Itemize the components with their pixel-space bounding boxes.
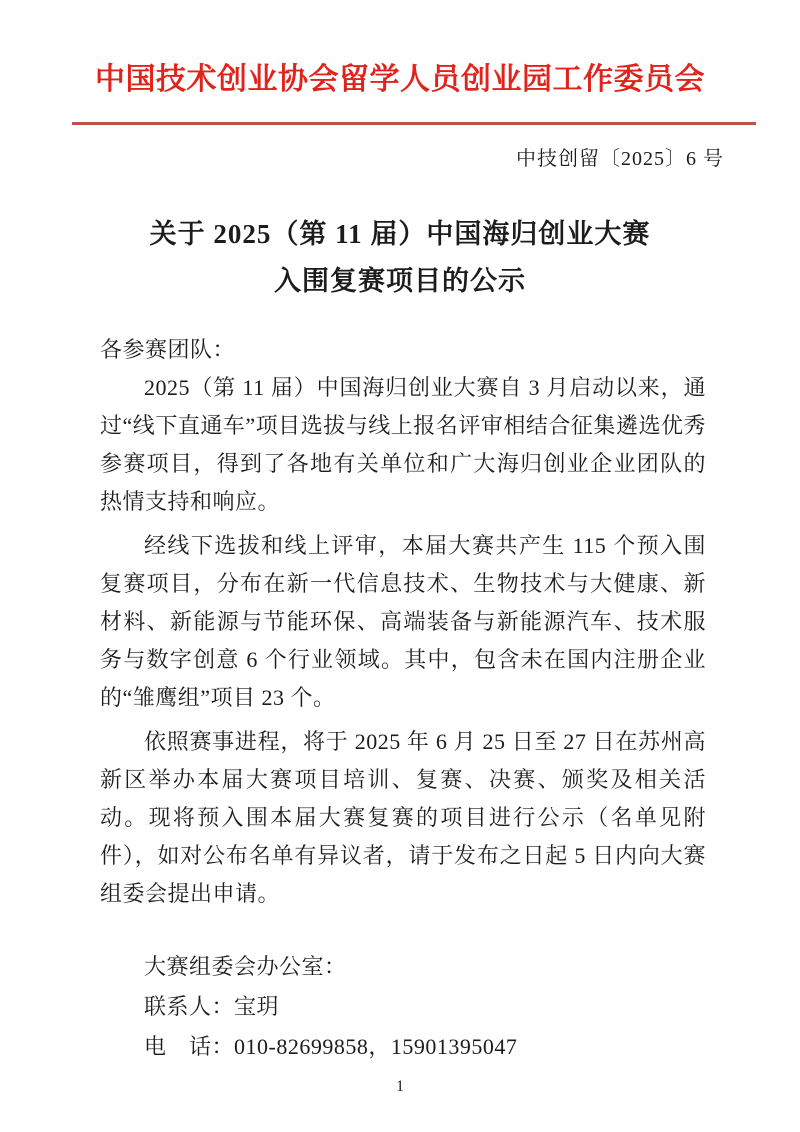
contact-block <box>144 947 706 1067</box>
salutation: 各参赛团队： <box>100 337 236 362</box>
contact-office: 大赛组委会办公室： <box>144 954 347 979</box>
doc-title-line-1: 关于 2025（第 11 届）中国海归创业大赛 <box>149 219 651 249</box>
body-paragraph: 2025（第 11 届）中国海归创业大赛自 3 月启动以来，通过“线下直通车”项目选拔与线上报名评审相结合征集遴选优秀参赛项目，得到了各地有关单位和广大海归创业企业团队的热情支持和响应。 <box>100 375 706 514</box>
org-header-title: 中国技术创业协会留学人员创业园工作委员会 <box>95 63 705 96</box>
red-divider <box>72 122 756 125</box>
document-body <box>100 331 706 913</box>
contact-person: 联系人：宝玥 <box>144 994 280 1019</box>
doc-title <box>80 211 720 305</box>
page-number: 1 <box>396 1078 404 1095</box>
doc-number: 中技创留〔2025〕6 号 <box>516 148 724 170</box>
contact-phone: 电 话：010-82699858，15901395047 <box>144 1034 518 1059</box>
body-paragraph: 依照赛事进程，将于 2025 年 6 月 25 日至 27 日在苏州高新区举办本届大赛项目培训、复赛、决赛、颁奖及相关活动。现将预入围本届大赛复赛的项目进行公示（名单见附件），如对公布名单有异议者，请于发布之日起 5 日内向大赛组委会提出申请。 <box>100 729 706 906</box>
body-paragraph: 经线下选拔和线上评审，本届大赛共产生 115 个预入围复赛项目，分布在新一代信息技术、生物技术与大健康、新材料、新能源与节能环保、高端装备与新能源汽车、技术服务与数字创意 6 个行业领域。其中，包含未在国内注册企业的“雏鹰组”项目 23 个。 <box>100 533 706 710</box>
doc-title-line-2: 入围复赛项目的公示 <box>274 266 526 296</box>
